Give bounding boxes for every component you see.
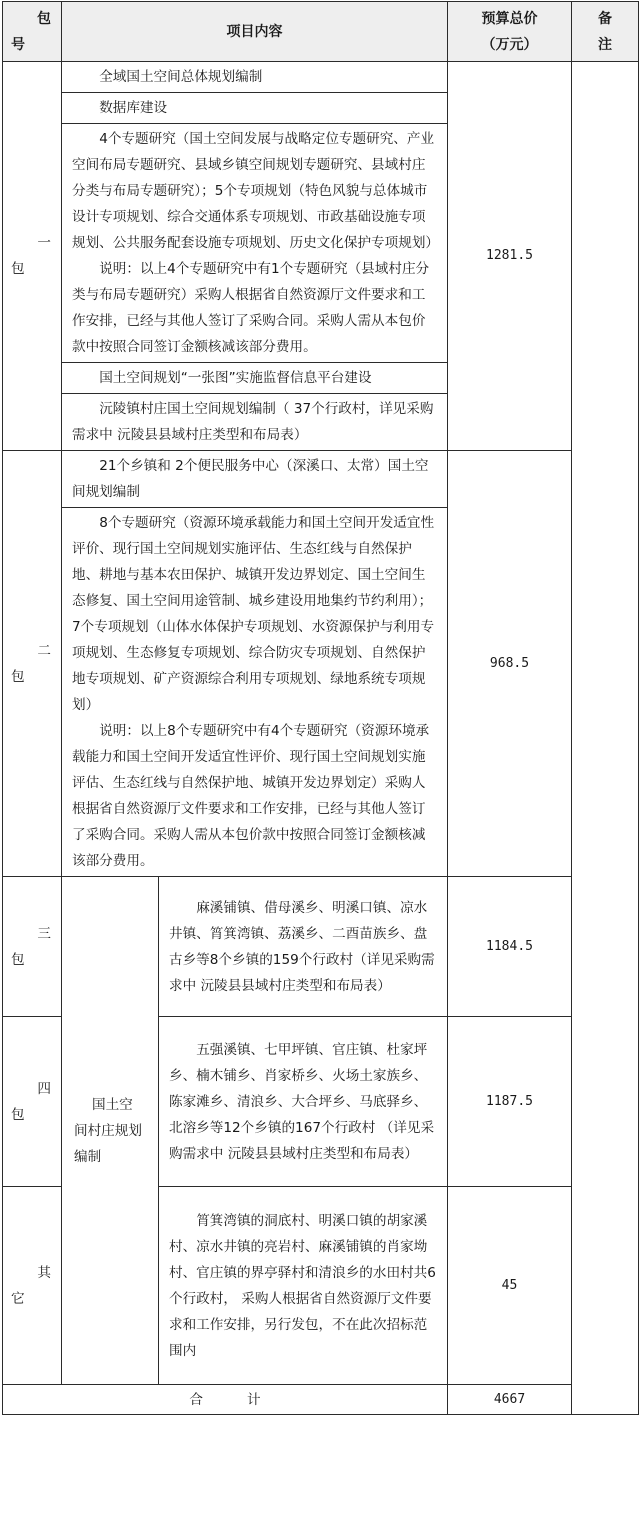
- package-1-char2: 包: [11, 261, 25, 277]
- other-char2: 它: [11, 1290, 25, 1307]
- pkg2-note-text: 说明：以上8个专题研究中有4个专题研究（资源环境承载能力和国土空间开发适宜性评价、现行国土空间规划实施评估、生态红线与自然保护地、城镇开发边界划定）采购人根据省自然资源厅文件要求和工作安排，已经与其他人签订了采购合同。采购人需从本包价款中按照合同签订金额核减该部分费用。: [72, 723, 430, 869]
- header-package-no: [3, 2, 62, 62]
- group-label-line2: 间村庄规划: [74, 1122, 142, 1139]
- other-budget: 45: [448, 1187, 572, 1385]
- pkg4-content: 五强溪镇、七甲坪镇、官庄镇、杜家坪乡、楠木铺乡、肖家桥乡、火场土家族乡、陈家滩乡、清浪乡、大合坪乡、马底驿乡、北溶乡等12个乡镇的167个行政村 （详见采购需求中 沅陵县县域村庄类型和布局表）: [159, 1017, 448, 1187]
- package-2-char2: 包: [11, 668, 25, 685]
- package-4-char2: 包: [11, 1106, 25, 1123]
- package-1-char1: 一: [37, 235, 51, 251]
- pkg1-item-2: 数据库建设: [62, 93, 448, 124]
- header-budget-line1: 预算总价: [481, 10, 538, 27]
- other-label: [3, 1187, 62, 1385]
- package-4-char1: 四: [37, 1080, 51, 1097]
- pkg2-budget: 968.5: [448, 451, 572, 877]
- header-budget: [448, 2, 572, 62]
- total-row: [3, 1385, 639, 1415]
- pkg1-note-text: 说明：以上4个专题研究中有1个专题研究（县域村庄分类与布局专题研究）采购人根据省自然资源厅文件要求和工作安排，已经与其他人签订了采购合同。采购人需从本包价款中按照合同签订金额核减该部分费用。: [72, 261, 430, 355]
- package-1-label: [3, 62, 62, 451]
- total-label-char2: 计: [247, 1391, 261, 1408]
- pkg1-item-4: 国土空间规划“一张图”实施监督信息平台建设: [62, 363, 448, 394]
- pkg1-item-3: [62, 124, 448, 363]
- pkg1-budget: 1281.5: [448, 62, 572, 451]
- header-remark: [572, 2, 639, 62]
- package-3-char2: 包: [11, 951, 25, 968]
- header-content: 项目内容: [62, 2, 448, 62]
- header-budget-line2: （万元）: [481, 36, 538, 53]
- group-label-line3: 编制: [74, 1148, 102, 1165]
- group-label-line1: 国土空: [92, 1096, 133, 1113]
- village-planning-group-label: [62, 877, 159, 1385]
- pkg4-budget: 1187.5: [448, 1017, 572, 1187]
- table-row: [3, 62, 639, 93]
- package-3-label: [3, 877, 62, 1017]
- package-2-label: [3, 451, 62, 877]
- total-label: [3, 1385, 448, 1415]
- header-package-char2: 号: [11, 36, 25, 53]
- pkg1-item-5: 沅陵镇村庄国土空间规划编制（ 37个行政村，详见采购需求中 沅陵县县域村庄类型和布局表）: [62, 394, 448, 451]
- table-row: [3, 451, 639, 508]
- other-content: 筲箕湾镇的洞底村、明溪口镇的胡家溪村、凉水井镇的亮岩村、麻溪铺镇的肖家坳村、官庄镇的界亭驿村和清浪乡的水田村共6个行政村， 采购人根据省自然资源厅文件要求和工作安排，另行发包，不在此次招标范围内: [159, 1187, 448, 1385]
- pkg1-item-1: 全域国土空间总体规划编制: [62, 62, 448, 93]
- header-remark-char2: 注: [598, 36, 612, 53]
- table-row: [3, 877, 639, 1017]
- pkg2-topics-text: 8个专题研究（资源环境承载能力和国土空间开发适宜性评价、现行国土空间规划实施评估、生态红线与自然保护地、耕地与基本农田保护、城镇开发边界划定、国土空间生态修复、国土空间用途管制、城乡建设用地集约节约利用）；7个专项规划（山体水体保护专项规划、水资源保护与利用专项规划、生态修复专项规划、综合防灾专项规划、自然保护地专项规划、矿产资源综合利用专项规划、绿地系统专项规划）: [72, 515, 435, 713]
- total-label-char1: 合: [189, 1391, 203, 1408]
- budget-table: [2, 1, 639, 1415]
- pkg1-topics-text: 4个专题研究（国土空间发展与战略定位专题研究、产业空间布局专题研究、县域乡镇空间规划专题研究、县域村庄分类与布局专题研究）；5个专项规划（特色风貌与总体城市设计专项规划、综合交通体系专项规划、市政基础设施专项规划、公共服务配套设施专项规划、历史文化保护专项规划）: [72, 131, 440, 251]
- package-3-char1: 三: [37, 925, 51, 942]
- table-header-row: [3, 2, 639, 62]
- package-4-label: [3, 1017, 62, 1187]
- pkg2-item-2: [62, 508, 448, 877]
- other-char1: 其: [37, 1264, 51, 1281]
- remark-cell: [572, 62, 639, 1415]
- header-remark-char1: 备: [598, 10, 612, 27]
- package-2-char1: 二: [37, 642, 51, 659]
- total-value: 4667: [448, 1385, 572, 1415]
- pkg3-content: 麻溪铺镇、借母溪乡、明溪口镇、凉水井镇、筲箕湾镇、荔溪乡、二酉苗族乡、盘古乡等8个乡镇的159个行政村（详见采购需求中 沅陵县县域村庄类型和布局表）: [159, 877, 448, 1017]
- header-package-char1: 包: [37, 10, 51, 27]
- pkg3-budget: 1184.5: [448, 877, 572, 1017]
- pkg2-item-1: 21个乡镇和 2个便民服务中心（深溪口、太常）国土空间规划编制: [62, 451, 448, 508]
